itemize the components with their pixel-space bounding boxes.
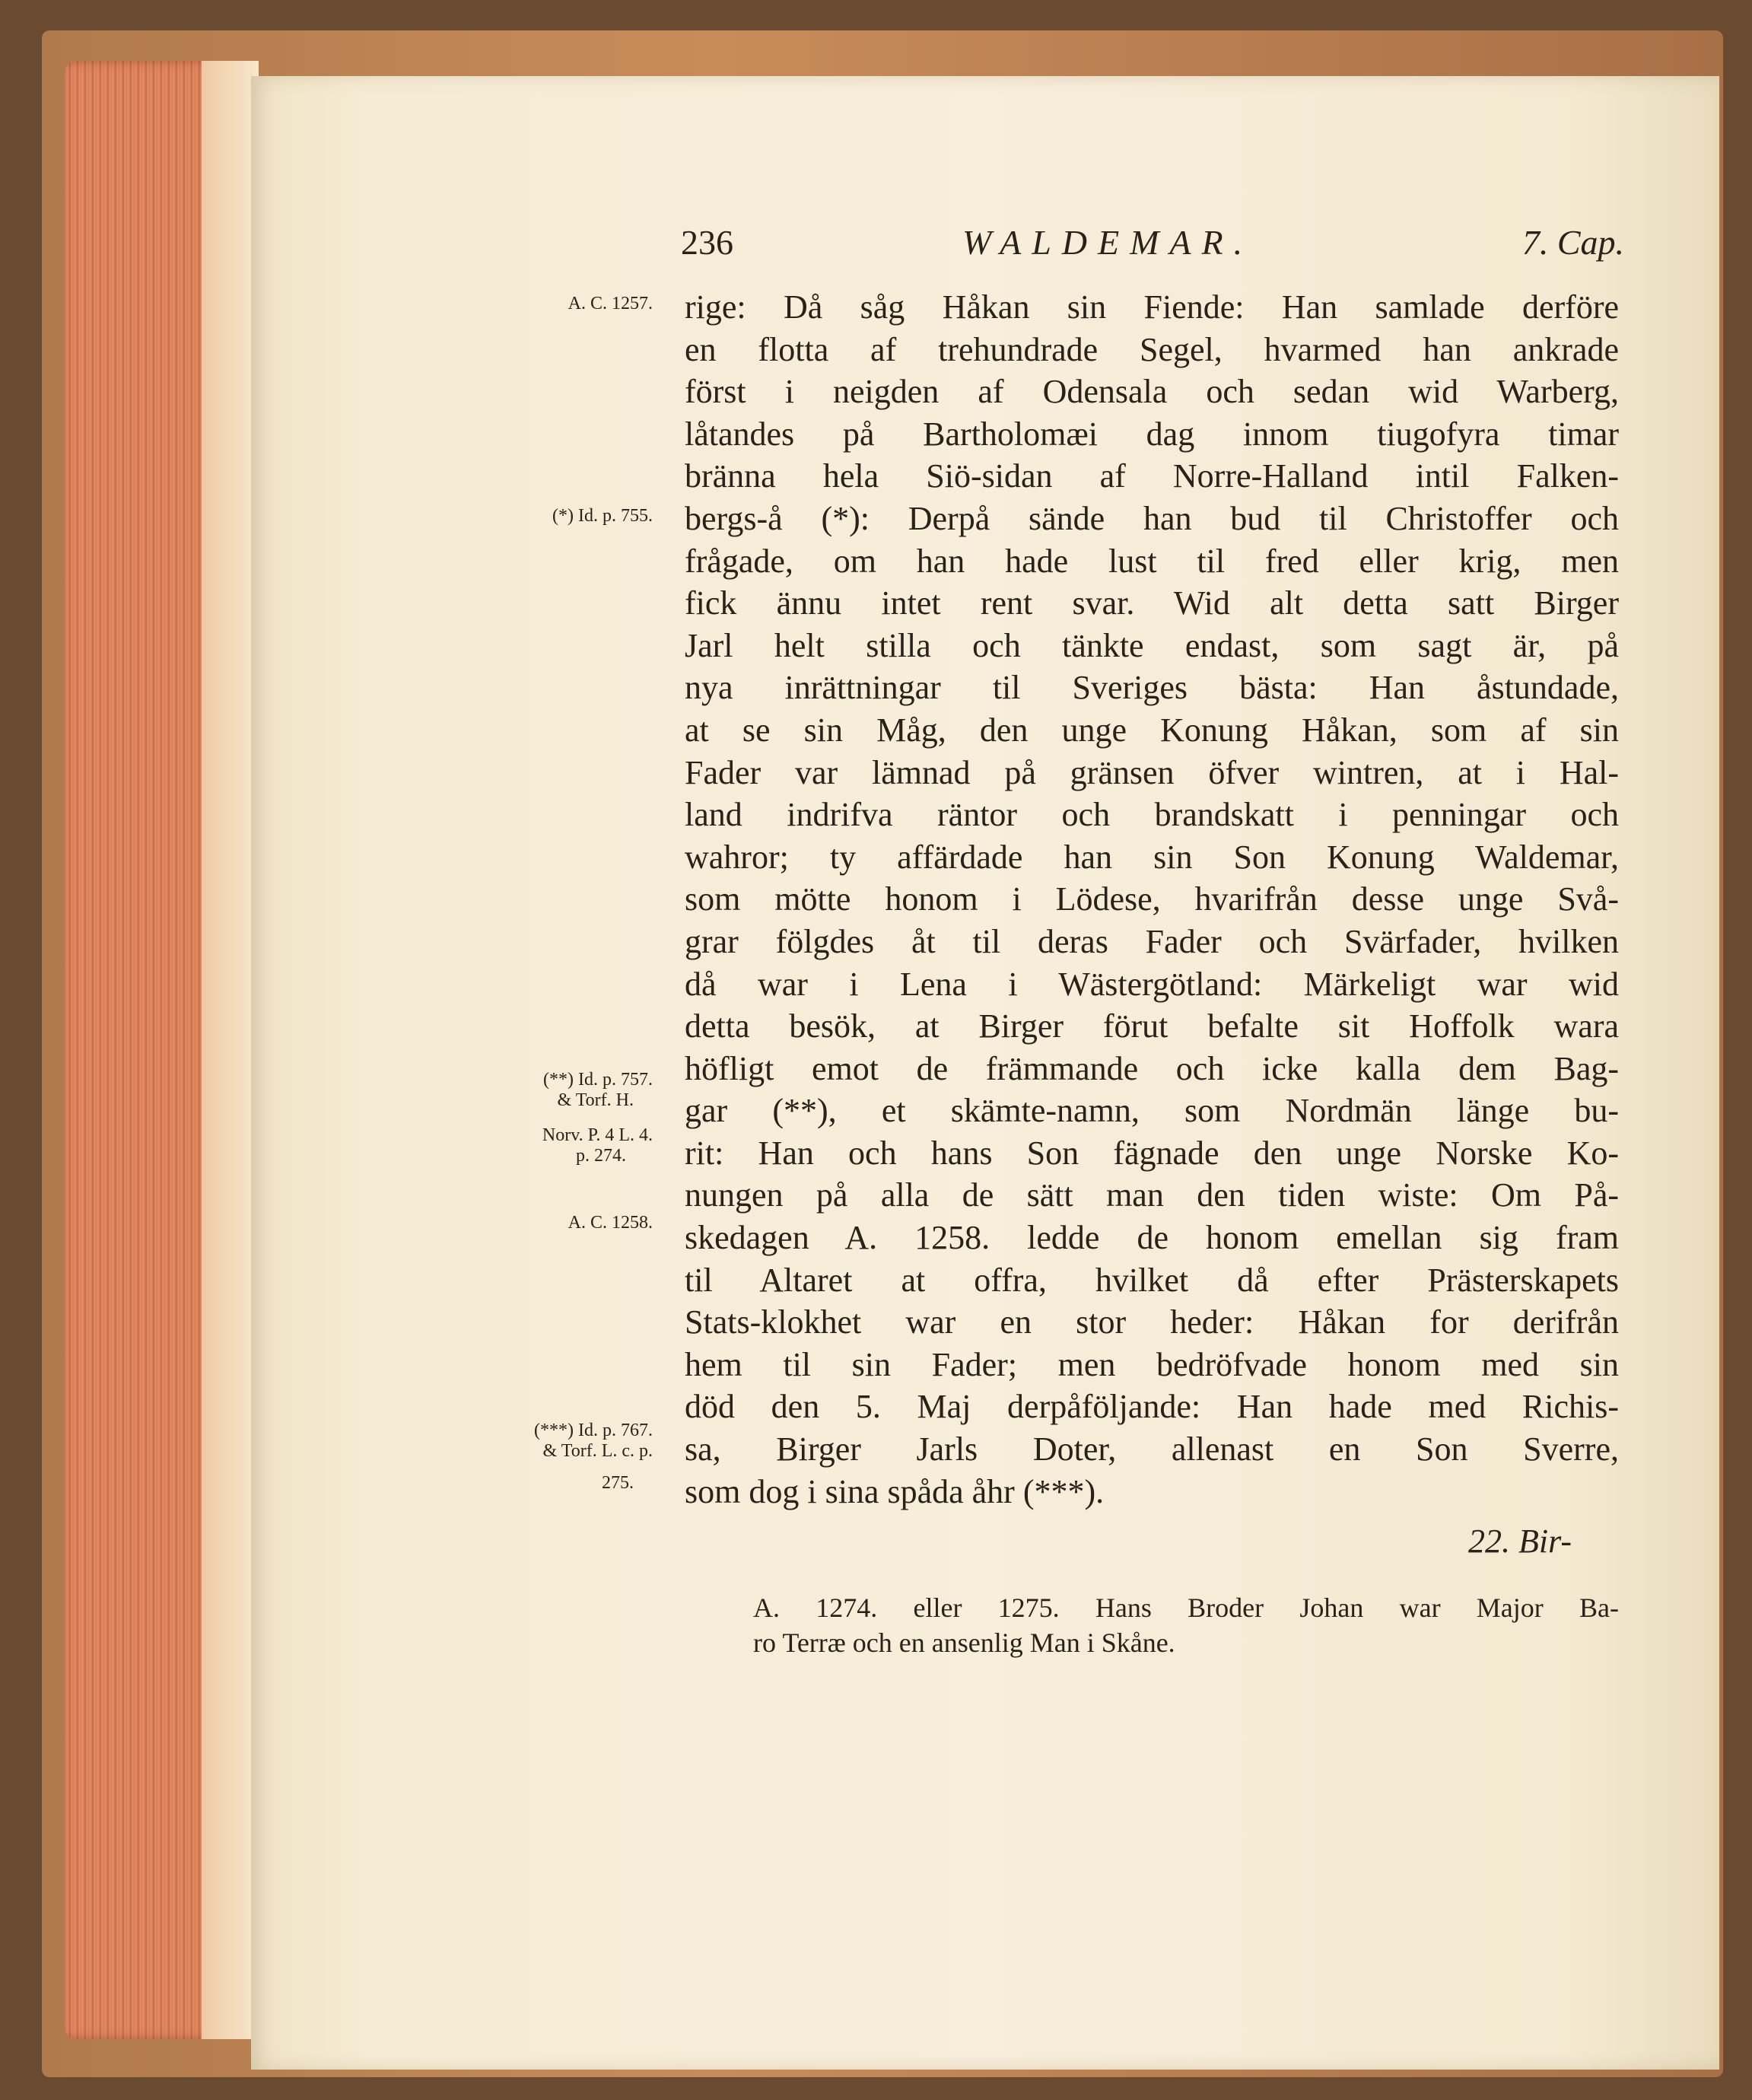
text-line: rit: Han och hans Son fägnade den unge Norske Ko-	[685, 1134, 1619, 1172]
text-line: en flotta af trehundrade Segel, hvarmed han ankrade	[685, 330, 1619, 368]
text-line: frågade, om han hade lust til fred eller krig, men	[685, 542, 1619, 580]
text-line: Stats-klokhet war en stor heder: Håkan for derifrån	[685, 1303, 1619, 1341]
text-line: Jarl helt stilla och tänkte endast, som sagt är, på	[685, 626, 1619, 664]
margin-note: A. C. 1258.	[568, 1213, 653, 1233]
margin-note: & Torf. L. c. p.	[542, 1441, 653, 1461]
catchword: 22. Bir-	[1468, 1522, 1572, 1560]
text-line: nya inrättningar til Sveriges bästa: Han åstundade,	[685, 669, 1619, 707]
footnote-line: A. 1274. eller 1275. Hans Broder Johan war Major Ba-	[753, 1592, 1619, 1623]
text-line: skedagen A. 1258. ledde de honom emellan sig fram	[685, 1219, 1619, 1257]
margin-note: (*) Id. p. 755.	[552, 506, 653, 526]
text-line: rige: Då såg Håkan sin Fiende: Han samlade derföre	[685, 288, 1619, 326]
chapter-label: 7. Cap.	[1521, 223, 1624, 262]
running-header	[681, 222, 1624, 268]
text-line: wahror; ty affärdade han sin Son Konung Waldemar,	[685, 838, 1619, 876]
text-line: nungen på alla de sätt man den tiden wiste: Om På-	[685, 1176, 1619, 1214]
text-line: Fader var lämnad på gränsen öfver wintren, at i Hal-	[685, 753, 1619, 791]
text-line: låtandes på Bartholomæi dag innom tiugofyra timar	[685, 415, 1619, 453]
text-line: som dog i sina spåda åhr (***).	[685, 1472, 1105, 1510]
margin-note: & Torf. H.	[557, 1090, 634, 1110]
text-line: bergs-å (*): Derpå sände han bud til Christoffer och	[685, 499, 1619, 537]
text-line: bränna hela Siö-sidan af Norre-Halland intil Falken-	[685, 457, 1619, 495]
margin-note: A. C. 1257.	[568, 294, 653, 313]
text-line: då war i Lena i Wästergötland: Märkeligt war wid	[685, 965, 1619, 1003]
text-line: som mötte honom i Lödese, hvarifrån desse unge Svå-	[685, 880, 1619, 918]
text-line: höfligt emot de främmande och icke kalla dem Bag-	[685, 1049, 1619, 1087]
margin-note: p. 274.	[576, 1146, 626, 1166]
text-line: at se sin Måg, den unge Konung Håkan, som af sin	[685, 711, 1619, 749]
text-line: sa, Birger Jarls Doter, allenast en Son Sverre,	[685, 1430, 1619, 1468]
footnote	[753, 1590, 1619, 1660]
margin-note: 275.	[602, 1473, 634, 1493]
text-line: detta besök, at Birger förut befalte sit Hoffolk wara	[685, 1007, 1619, 1045]
margin-note: Norv. P. 4 L. 4.	[542, 1125, 653, 1145]
footnote-line: ro Terræ och en ansenlig Man i Skåne.	[753, 1628, 1175, 1658]
running-title: WALDEMAR.	[962, 223, 1254, 262]
text-line: död den 5. Maj derpåföljande: Han hade med Richis-	[685, 1388, 1619, 1426]
margin-note: (***) Id. p. 767.	[534, 1421, 653, 1440]
page-edges	[65, 61, 259, 2039]
margin-note: (**) Id. p. 757.	[543, 1070, 653, 1090]
text-line: hem til sin Fader; men bedröfvade honom med sin	[685, 1345, 1619, 1383]
body-text	[685, 286, 1619, 1513]
text-line: land indrifva räntor och brandskatt i penningar och	[685, 796, 1619, 834]
page-number: 236	[681, 223, 733, 262]
text-line: först i neigden af Odensala och sedan wid Warberg,	[685, 373, 1619, 411]
text-line: til Altaret at offra, hvilket då efter Prästerskapets	[685, 1261, 1619, 1299]
text-line: fick ännu intet rent svar. Wid alt detta satt Birger	[685, 584, 1619, 622]
text-line: grar fölgdes åt til deras Fader och Svärfader, hvilken	[685, 922, 1619, 960]
text-line: gar (**), et skämte-namn, som Nordmän länge bu-	[685, 1092, 1619, 1130]
